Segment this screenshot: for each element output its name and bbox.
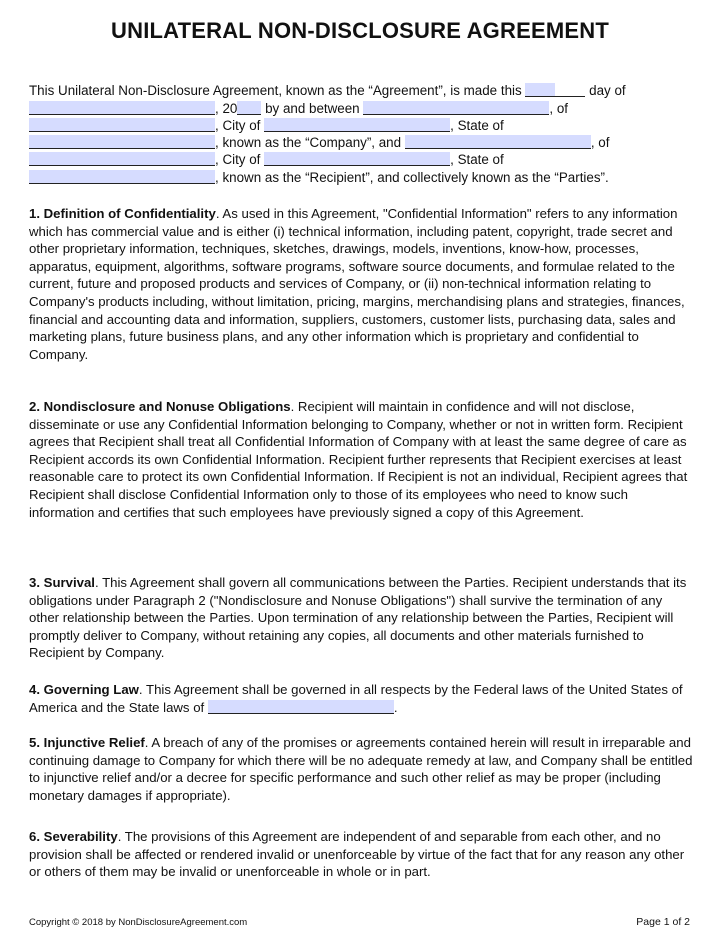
section-body: . A breach of any of the promises or agreements contained herein will result in irreparable and continuing damage to Company for which there will be no adequate remedy at law, and Company shall be entitled to injunctive relief and/or a decree for specific performance and such other relief as may be proper (including monetary damages if appropriate). [29,735,693,803]
section-heading: 6. Severability [29,829,118,844]
section-body: . As used in this Agreement, "Confidential Information" refers to any information which has commercial value and is either (i) technical information, including patent, copyright, trade secret and other proprietary information, techniques, sketches, drawings, models, inventions, know-how, processes, apparatus, equipment, algorithms, software programs, software source documents, and formulae related to the current, future and proposed products and services of Company, or (ii) non-technical information relating to Company's products including, without limitation, pricing, margins, merchandising plans and strategies, finances, financial and accounting data and information, suppliers, customers, customer lists, purchasing data, sales and marketing plans, future business plans, and any other information which is proprietary and confidential to Company. [29,206,685,362]
recipient-address-field[interactable] [29,152,215,166]
section-heading: 5. Injunctive Relief [29,735,145,750]
section-2 [29,398,693,521]
copyright-footer: Copyright © 2018 by NonDisclosureAgreement.com [29,917,248,928]
day-blank [555,83,585,97]
document-title: UNILATERAL NON-DISCLOSURE AGREEMENT [111,18,609,43]
day-of-text: day of [589,83,626,98]
section-heading: 4. Governing Law [29,682,139,697]
month-field[interactable] [29,101,215,115]
company-city-field[interactable] [264,118,450,132]
company-address-field[interactable] [29,118,215,132]
section-body: . This Agreement shall govern all communications between the Parties. Recipient understands that its obligations under Paragraph 2 ("Nondisclosure and Nonuse Obligations") shall survive the termination of any other relationship between the Parties. Upon termination of any relationship between the Parties, Recipient will promptly deliver to Company, without retaining any copies, all documents and other materials furnished to Recipient by Company. [29,575,687,661]
intro-line-5: , City of , State of [29,151,504,168]
section-heading: 1. Definition of Confidentiality [29,206,216,221]
section-heading: 3. Survival [29,575,95,590]
recipient-city-field[interactable] [264,152,450,166]
company-state-field[interactable] [29,135,215,149]
section-3 [29,574,693,662]
intro-line-4: , known as the “Company”, and , of [29,134,609,151]
intro-line-1 [29,82,626,99]
day-field[interactable] [525,83,555,97]
section-body: . The provisions of this Agreement are independent of and separable from each other, and no provision shall be affected or rendered invalid or unenforceable by virtue of the fact that for any reason any other or others of them may be invalid or unenforceable in whole or in part. [29,829,685,880]
page-number: Page 1 of 2 [636,916,690,928]
section-5 [29,734,693,804]
intro-line-6: , known as the “Recipient”, and collectively known as the “Parties”. [29,169,609,186]
governing-state-field[interactable] [208,700,394,714]
section-1 [29,205,693,363]
recipient-name-field[interactable] [405,135,591,149]
company-name-field[interactable] [363,101,549,115]
section-4: 4. Governing Law. This Agreement shall be governed in all respects by the Federal laws of the United States of America and the State laws of . [29,682,683,715]
recipient-state-field[interactable] [29,170,215,184]
intro-text: This Unilateral Non-Disclosure Agreement, known as the “Agreement”, is made this [29,83,522,98]
section-body: . Recipient will maintain in confidence and will not disclose, disseminate or use any Confidential Information belonging to Company, whether or not in written form. Recipient agrees that Recipient shall treat all Confidential Information of Company with at least the same degree of care as Recipient accords its own Confidential Information. Recipient further represents that Recipient exercises at least reasonable care to protect its own Confidential Information. If Recipient is not an individual, Recipient agrees that Recipient shall disclose Confidential Information only to those of its employees who need to know such information and certifies that such employees have previously signed a copy of this Agreement. [29,399,688,520]
section-body: . This Agreement shall be governed in all respects by the Federal laws of the United States of America and the State laws of [29,682,683,715]
intro-line-2: , 20 by and between , of [29,100,568,117]
section-6 [29,828,693,881]
intro-line-3: , City of , State of [29,117,504,134]
section-heading: 2. Nondisclosure and Nonuse Obligations [29,399,291,414]
year-field[interactable] [237,101,261,115]
